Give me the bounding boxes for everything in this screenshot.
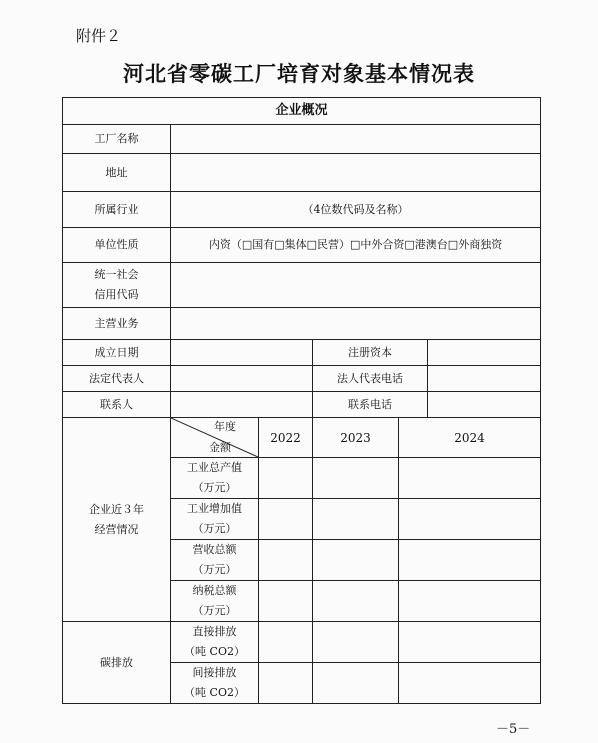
registered-capital-value[interactable] — [428, 340, 541, 366]
ops-cell[interactable] — [313, 581, 399, 622]
ops-row-label-line2: （万元） — [192, 563, 237, 576]
carbon-row-label — [171, 663, 259, 704]
address-label: 地址 — [63, 154, 171, 192]
carbon-row-label-line2: （吨 CO2） — [184, 645, 245, 658]
legal-rep-phone-label: 法人代表电话 — [313, 366, 428, 392]
nature-label: 单位性质 — [63, 228, 171, 263]
ops-cell[interactable] — [259, 499, 313, 540]
registered-capital-label: 注册资本 — [313, 340, 428, 366]
founded-date-value[interactable] — [171, 340, 313, 366]
attachment-label: 附件２ — [76, 27, 122, 45]
ops-cell[interactable] — [313, 540, 399, 581]
carbon-cell[interactable] — [259, 622, 313, 663]
operations-label — [63, 418, 171, 622]
main-business-value[interactable] — [171, 308, 541, 340]
ops-row-label-line1: 纳税总额 — [192, 584, 237, 597]
carbon-row-label-line2: （吨 CO2） — [184, 686, 245, 699]
ops-cell[interactable] — [313, 499, 399, 540]
legal-rep-value[interactable] — [171, 366, 313, 392]
nature-options[interactable]: 内资（□国有□集体□民营）□中外合资□港澳台□外商独资 — [171, 228, 541, 263]
year-header: 2024 — [399, 418, 541, 458]
ops-row-label-line1: 营收总额 — [192, 543, 237, 556]
section-title: 企业概况 — [63, 98, 541, 125]
carbon-row-label — [171, 622, 259, 663]
ops-row-label-line2: （万元） — [192, 604, 237, 617]
ops-cell[interactable] — [259, 540, 313, 581]
ops-row-label-line1: 工业总产值 — [187, 461, 242, 474]
ops-row-label — [171, 458, 259, 499]
founded-date-label: 成立日期 — [63, 340, 171, 366]
credit-code-label-line2: 信用代码 — [94, 288, 139, 301]
carbon-row-label-line1: 直接排放 — [192, 625, 237, 638]
industry-label: 所属行业 — [63, 192, 171, 228]
ops-cell[interactable] — [399, 540, 541, 581]
ops-row-label — [171, 581, 259, 622]
legal-rep-phone-value[interactable] — [428, 366, 541, 392]
contact-value[interactable] — [171, 392, 313, 418]
carbon-row-label-line1: 间接排放 — [192, 666, 237, 679]
diag-year-label: 年度 — [214, 420, 236, 433]
operations-label-line1: 企业近３年 — [89, 502, 144, 516]
ops-cell[interactable] — [399, 458, 541, 499]
carbon-cell[interactable] — [259, 663, 313, 704]
carbon-cell[interactable] — [313, 663, 399, 704]
ops-row-label-line1: 工业增加值 — [187, 502, 242, 515]
info-table — [62, 97, 541, 704]
legal-rep-label: 法定代表人 — [63, 366, 171, 392]
industry-hint[interactable]: （4位数代码及名称） — [171, 192, 541, 228]
ops-cell[interactable] — [259, 581, 313, 622]
main-business-label: 主营业务 — [63, 308, 171, 340]
page-number: －5－ — [496, 722, 531, 737]
year-header: 2023 — [313, 418, 399, 458]
ops-row-label-line2: （万元） — [192, 522, 237, 535]
diag-amount-label: 金额 — [209, 441, 231, 454]
ops-cell[interactable] — [399, 499, 541, 540]
contact-label: 联系人 — [63, 392, 171, 418]
contact-phone-label: 联系电话 — [313, 392, 428, 418]
credit-code-value[interactable] — [171, 263, 541, 308]
ops-cell[interactable] — [399, 581, 541, 622]
ops-cell[interactable] — [313, 458, 399, 499]
contact-phone-value[interactable] — [428, 392, 541, 418]
carbon-cell[interactable] — [399, 622, 541, 663]
credit-code-label-line1: 统一社会 — [94, 268, 139, 281]
operations-label-line2: 经营情况 — [94, 522, 139, 536]
ops-row-label-line2: （万元） — [192, 481, 237, 494]
ops-row-label — [171, 540, 259, 581]
ops-row-label — [171, 499, 259, 540]
carbon-cell[interactable] — [313, 622, 399, 663]
ops-cell[interactable] — [259, 458, 313, 499]
factory-name-label: 工厂名称 — [63, 125, 171, 154]
address-value[interactable] — [171, 154, 541, 192]
diagonal-header-cell — [171, 418, 259, 458]
year-header: 2022 — [259, 418, 313, 458]
factory-name-value[interactable] — [171, 125, 541, 154]
page-title: 河北省零碳工厂培育对象基本情况表 — [123, 61, 475, 86]
credit-code-label — [63, 263, 171, 308]
carbon-label: 碳排放 — [63, 622, 171, 704]
carbon-cell[interactable] — [399, 663, 541, 704]
